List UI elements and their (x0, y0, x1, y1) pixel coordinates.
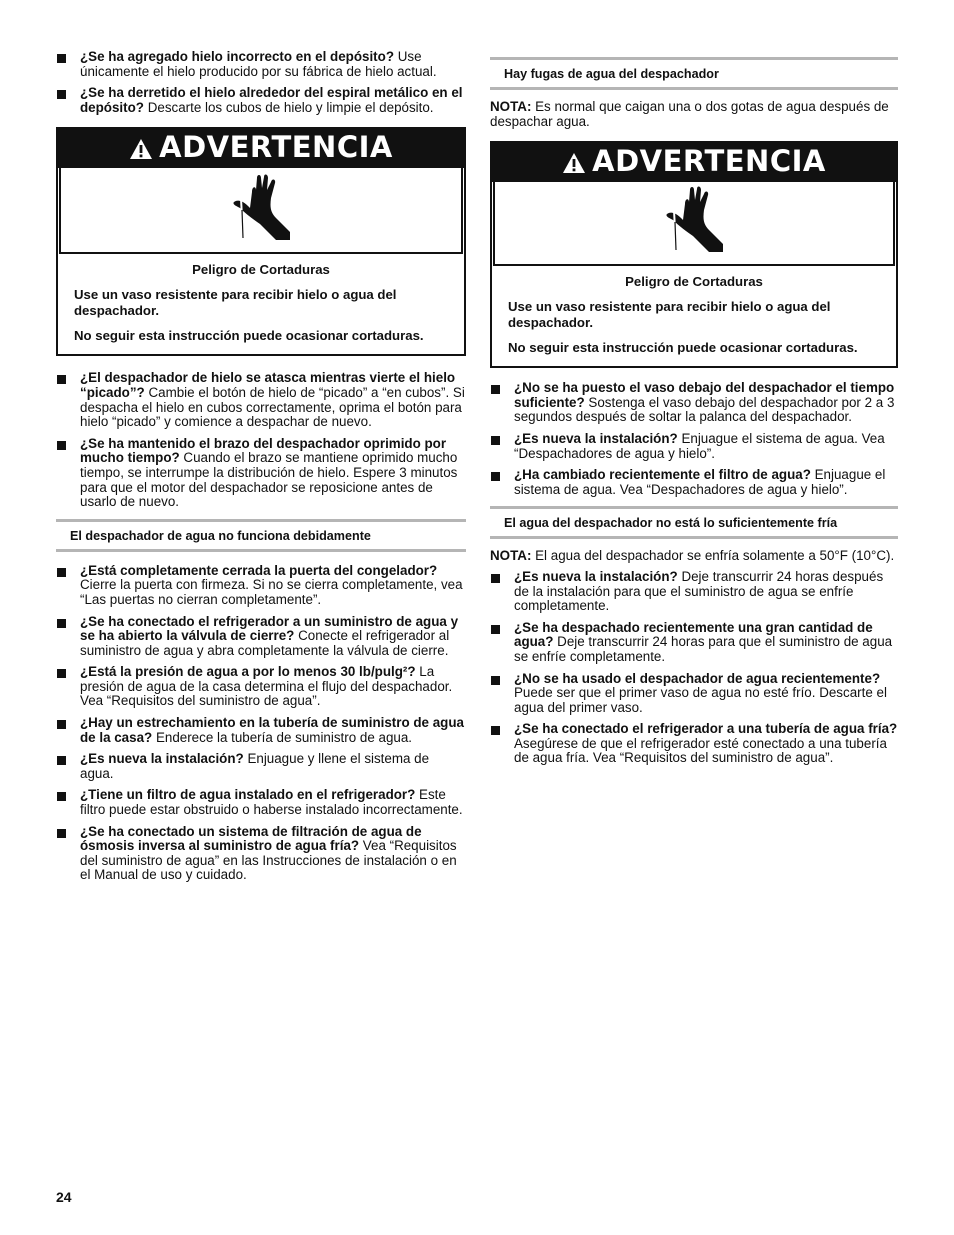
item-answer: Este filtro puede estar obstruido o haberse instalado incorrectamente. (80, 787, 463, 818)
item-question: ¿Es nueva la instalación? (514, 430, 678, 446)
item-answer: Cierre la puerta con firmeza. Si no se cierra completamente, vea “Las puertas no cierran completamente”. (80, 577, 463, 607)
item-question: ¿Se ha mantenido el brazo del despachador oprimido por mucho tiempo? (80, 435, 447, 466)
item-question: ¿Se ha conectado el refrigerador a una tubería de agua fría? (514, 721, 898, 737)
item-question: ¿Se ha agregado hielo incorrecto en el depósito? (80, 49, 394, 64)
item-answer: Deje transcurrir 24 horas después de la instalación para que el suministro de agua se enfríe completamente. (514, 568, 884, 614)
list-item (490, 722, 898, 766)
cut-hand-icon (226, 174, 296, 248)
list-item (56, 371, 466, 429)
warning-body (492, 266, 896, 366)
list-item (56, 752, 466, 781)
item-question: ¿Se ha conectado el refrigerador a un suministro de agua y se ha abierto la válvula de cierre? (80, 613, 459, 644)
item-question: ¿Es nueva la instalación? (80, 751, 244, 767)
item-question: ¿Ha cambiado recientemente el filtro de agua? (514, 467, 811, 483)
item-answer: La presión de agua de la casa determina el flujo del despachador. Vea “Requisitos del suministro de agua”. (80, 664, 453, 709)
list-item (490, 432, 898, 461)
item-answer: Cuando el brazo se mantiene oprimido mucho tiempo, se interrumpe la distribución de hielo. Espere 3 minutos para que el motor del despachador se reposicione antes de usarlo de nuevo. (80, 450, 458, 510)
item-answer: Deje transcurrir 24 horas para que el suministro de agua se enfríe completamente. (514, 634, 893, 664)
list-item (56, 716, 466, 745)
warning-title: ADVERTENCIA (592, 144, 826, 179)
warning-header (58, 129, 464, 168)
warning-subtitle: Peligro de Cortaduras (192, 262, 330, 278)
cut-hand-icon (659, 186, 729, 260)
cold-water-list (490, 570, 898, 766)
cut-warning-box (56, 127, 466, 356)
item-answer: Use únicamente el hielo producido por su fábrica de hielo actual. (80, 49, 437, 79)
item-question: ¿Se ha conectado un sistema de filtración de agua de ósmosis inversa al suministro de agua fría? (80, 823, 422, 854)
item-question: ¿El despachador de hielo se atasca mientras vierte el hielo “picado”? (80, 370, 456, 400)
item-answer: Puede ser que el primer vaso de agua no esté frío. Descarte el agua del primer vaso. (514, 685, 887, 715)
list-item (490, 381, 898, 425)
list-item (56, 50, 466, 79)
section-heading-cold-water: El agua del despachador no está lo suficientemente fría (490, 506, 898, 539)
warning-triangle-icon (562, 146, 586, 182)
warning-image-panel (59, 168, 463, 254)
item-answer: Sostenga el vaso debajo del despachador por 2 a 3 segundos después de soltar la palanca del despachador. (514, 394, 895, 425)
warning-consequence: No seguir esta instrucción puede ocasionar cortaduras. (508, 339, 858, 355)
list-item (56, 615, 466, 659)
item-question: ¿Está la presión de agua a por lo menos 30 lb/pulg²? (80, 664, 416, 680)
ice-bullet-list (56, 50, 466, 115)
warning-consequence: No seguir esta instrucción puede ocasionar cortaduras. (74, 327, 424, 343)
list-item (56, 665, 466, 709)
item-answer: Enjuague y llene el sistema de agua. (80, 751, 430, 781)
warning-image-panel (493, 182, 895, 266)
list-item (490, 468, 898, 497)
item-answer: Descarte los cubos de hielo y limpie el depósito. (143, 99, 434, 115)
item-question: ¿Se ha derretido el hielo alrededor del espiral metálico en el depósito? (80, 85, 463, 115)
list-item (56, 564, 466, 608)
item-question: ¿No se ha usado el despachador de agua recientemente? (514, 670, 881, 686)
note-text: Es normal que caigan una o dos gotas de agua después de despachar agua. (490, 99, 889, 129)
note-leaks (490, 100, 898, 129)
list-item (490, 621, 898, 665)
item-question: ¿Tiene un filtro de agua instalado en el refrigerador? (80, 787, 416, 803)
note-temperature (490, 549, 898, 564)
item-question: ¿Es nueva la instalación? (514, 568, 678, 584)
list-item (490, 570, 898, 614)
warning-instruction: Use un vaso resistente para recibir hielo o agua del despachador. (74, 286, 397, 319)
page-number: 24 (56, 1189, 72, 1205)
note-label: NOTA: (490, 548, 532, 564)
water-dispenser-list (56, 564, 466, 883)
list-item (56, 86, 466, 115)
section-heading-leaks: Hay fugas de agua del despachador (490, 57, 898, 90)
warning-title: ADVERTENCIA (159, 130, 393, 165)
left-column (56, 50, 466, 890)
item-answer: Asegúrese de que el refrigerador esté conectado a una tubería de agua fría. Vea “Requisitos del suministro de agua”. (514, 735, 887, 766)
item-question: ¿Está completamente cerrada la puerta del congelador? (80, 562, 438, 578)
item-answer: Enderece la tubería de suministro de agua. (152, 729, 413, 745)
section-heading-water-dispenser: El despachador de agua no funciona debidamente (56, 519, 466, 552)
item-answer: Enjuague el sistema de agua. Vea “Despachadores de agua y hielo”. (514, 467, 886, 497)
item-answer: Vea “Requisitos del suministro de agua” en las Instrucciones de instalación o en el Manual de uso y cuidado. (80, 838, 457, 883)
warning-instruction: Use un vaso resistente para recibir hielo o agua del despachador. (508, 298, 831, 331)
leak-causes-list (490, 381, 898, 497)
warning-subtitle: Peligro de Cortaduras (625, 274, 763, 290)
item-question: ¿Hay un estrechamiento en la tubería de suministro de agua de la casa? (80, 715, 464, 745)
cut-warning-box-2 (490, 141, 898, 368)
item-answer: Conecte el refrigerador al suministro de agua y abra completamente la válvula de cierre. (80, 628, 450, 658)
right-column (490, 57, 898, 773)
item-question: ¿No se ha puesto el vaso debajo del despachador el tiempo suficiente? (514, 380, 895, 410)
warning-header (492, 143, 896, 182)
item-question: ¿Se ha despachado recientemente una gran cantidad de agua? (514, 619, 873, 650)
item-answer: Cambie el botón de hielo de “picado” a “en cubos”. Si despacha el hielo en cubos correctamente, oprima el botón para hielo “picado” y comience a despachar de nuevo. (80, 384, 465, 430)
note-label: NOTA: (490, 99, 532, 114)
list-item (490, 672, 898, 716)
list-item (56, 437, 466, 510)
list-item (56, 788, 466, 817)
warning-triangle-icon (129, 132, 153, 168)
item-answer: Enjuague el sistema de agua. Vea “Despachadores de agua y hielo”. (514, 430, 885, 461)
list-item (56, 825, 466, 883)
note-text: El agua del despachador se enfría solamente a 50°F (10°C). (531, 548, 895, 564)
dispenser-jam-list (56, 371, 466, 509)
warning-body (58, 254, 464, 354)
